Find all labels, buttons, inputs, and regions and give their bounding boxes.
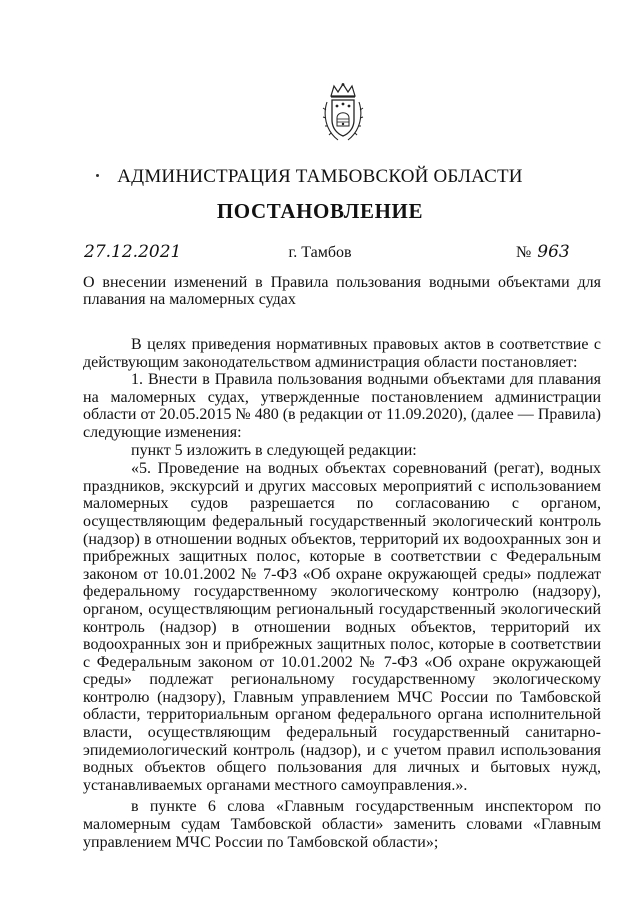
paragraph-point-5-intro: пункт 5 изложить в следующей редакции: (131, 441, 417, 459)
document-type: ПОСТАНОВЛЕНИЕ (216, 199, 424, 223)
document-number-block (516, 242, 570, 262)
paragraph-point-5-text: «5. Проведение на водных объектах соревнований (регат), водных праздников, экскурсий и других массовых мероприятий с использованием маломерных судов разрешается по согласованию с органом, осуществляющим федеральный государственный экологический контроль (надзор) в отношении водных объектов, территорий их водоохранных зон и прибрежных защитных полос, которые в соответствии с Федеральным законом от 10.01.2002 № 7-ФЗ «Об охране окружающей среды» подлежат федеральному государственному экологическому контролю (надзору), органом, осуществляющим региональный государственный экологический контроль (надзор) в отношении водных объектов, территорий их водоохранных зон и прибрежных защитных полос, которые в соответствии с Федеральным законом от 10.01.2002 № 7-ФЗ «Об охране окружающей среды» подлежат региональному государственному экологическому контролю (надзору), Главным управлением МЧС России по Тамбовской области, территориальным органом федерального органа исполнительной власти, осуществляющим федеральный государственный санитарно-эпидемиологический контроль (надзор), и с учетом правил использования водных объектов общего пользования для личных и бытовых нужд, устанавливаемых органами местного самоуправления.». (83, 460, 601, 794)
coat-of-arms-icon (322, 82, 364, 144)
document-body (83, 336, 601, 851)
document-city: г. Тамбов (288, 244, 352, 261)
document-number: 963 (537, 242, 570, 262)
organization-name: АДМИНИСТРАЦИЯ ТАМБОВСКОЙ ОБЛАСТИ (117, 166, 523, 187)
document-date: 27.12.2021 (84, 242, 182, 262)
paragraph-item-1: 1. Внести в Правила пользования водными объектами для плавания на маломерных судах, утвержденные постановлением администрации области от 20.05.2015 № 480 (в редакции от 11.09.2020), (далее — Правила) следующие изменения: (83, 371, 601, 441)
paragraph-point-6-change: в пункте 6 слова «Главным государственным инспектором по маломерным судам Тамбовской области» заменить словами «Главным управлением МЧС России по Тамбовской области»; (83, 798, 601, 851)
document-subject: О внесении изменений в Правила пользования водными объектами для плавания на маломерных судах (83, 274, 601, 308)
number-label: № (516, 244, 532, 261)
paragraph-preamble: В целях приведения нормативных правовых актов в соответствие с действующим законодательством администрация области постановляет: (83, 336, 601, 371)
